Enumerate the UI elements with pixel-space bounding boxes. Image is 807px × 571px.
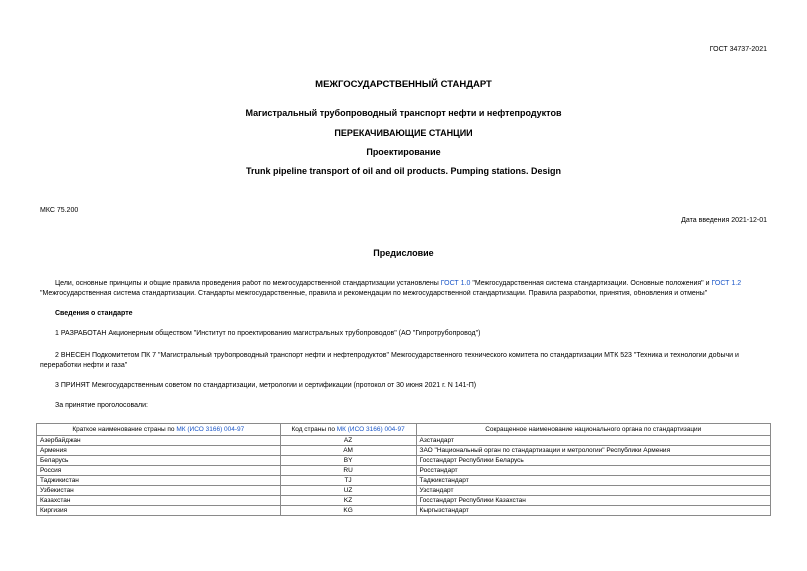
standards-body-cell: Кыргызстандарт bbox=[416, 506, 770, 516]
column-header-body: Сокращенное наименование национального органа по стандартизации bbox=[416, 424, 770, 436]
standards-body-cell: Росстандарт bbox=[416, 466, 770, 476]
standards-body-cell: ЗАО "Национальный орган по стандартизации и метрологии" Республики Армения bbox=[416, 446, 770, 456]
standards-body-cell: Азстандарт bbox=[416, 436, 770, 446]
column-header-country: Краткое наименование страны по МК (ИСО 3166) 004-97 bbox=[37, 424, 281, 436]
table-row bbox=[37, 496, 771, 506]
standards-body-cell: Таджикстандарт bbox=[416, 476, 770, 486]
table-row bbox=[37, 446, 771, 456]
preface-heading: Предисловие bbox=[373, 248, 434, 258]
standards-body-cell: Госстандарт Республики Беларусь bbox=[416, 456, 770, 466]
country-code-cell: BY bbox=[280, 456, 416, 466]
developed-by-paragraph: 1 РАЗРАБОТАН Акционерным обществом "Институт по проектированию магистральных трубопроводов" (АО "Гипротрубопровод") bbox=[55, 330, 481, 337]
table-row bbox=[37, 466, 771, 476]
country-cell: Беларусь bbox=[37, 456, 281, 466]
standard-part-title: Проектирование bbox=[366, 147, 441, 157]
standard-title: ПЕРЕКАЧИВАЮЩИЕ СТАНЦИИ bbox=[334, 128, 473, 138]
table-header-row bbox=[37, 424, 771, 436]
country-cell: Армения bbox=[37, 446, 281, 456]
country-code-cell: TJ bbox=[280, 476, 416, 486]
table-row bbox=[37, 476, 771, 486]
country-cell: Казахстан bbox=[37, 496, 281, 506]
column-header-code: Код страны по МК (ИСО 3166) 004-97 bbox=[280, 424, 416, 436]
gost-1-0-link[interactable]: ГОСТ 1.0 bbox=[440, 280, 471, 287]
country-code-cell: KZ bbox=[280, 496, 416, 506]
standard-type-title: МЕЖГОСУДАРСТВЕННЫЙ СТАНДАРТ bbox=[315, 79, 492, 90]
mk-iso-3166-link[interactable]: МК (ИСО 3166) 004-97 bbox=[176, 426, 245, 433]
country-cell: Азербайджан bbox=[37, 436, 281, 446]
introduction-date: Дата введения 2021-12-01 bbox=[681, 217, 767, 224]
country-cell: Киргизия bbox=[37, 506, 281, 516]
preface-paragraph-goals-continued: "Межгосударственная система стандартизации. Стандарты межгосударственные, правила и рекомендации по межгосударственной стандартизации. Правила разработки, принятия, обновления и отмены" bbox=[40, 290, 708, 297]
table-row bbox=[37, 436, 771, 446]
standard-info-heading: Сведения о стандарте bbox=[55, 310, 133, 317]
voting-countries-table bbox=[36, 423, 771, 516]
gost-1-2-link[interactable]: ГОСТ 1.2 bbox=[711, 280, 742, 287]
country-cell: Россия bbox=[37, 466, 281, 476]
table-row bbox=[37, 506, 771, 516]
country-cell: Таджикистан bbox=[37, 476, 281, 486]
standard-subtitle: Магистральный трубопроводный транспорт нефти и нефтепродуктов bbox=[245, 108, 562, 118]
country-cell: Узбекистан bbox=[37, 486, 281, 496]
table-row bbox=[37, 486, 771, 496]
submitted-by-paragraph: 2 ВНЕСЕН Подкомитетом ПК 7 "Магистральный трубопроводный транспорт нефти и нефтепродуктов" Межгосударственного технического комитета по стандартизации МТК 523 "Техника и технологии добычи и bbox=[55, 352, 739, 359]
preface-paragraph-goals bbox=[55, 280, 807, 287]
document-code: ГОСТ 34737-2021 bbox=[709, 46, 767, 53]
country-code-cell: AZ bbox=[280, 436, 416, 446]
mk-iso-3166-link[interactable]: МК (ИСО 3166) 004-97 bbox=[336, 426, 405, 433]
paragraph-text: Цели, основные принципы и общие правила проведения работ по межгосударственной стандартизации установлены bbox=[55, 280, 441, 287]
country-code-cell: KG bbox=[280, 506, 416, 516]
standard-english-title: Trunk pipeline transport of oil and oil products. Pumping stations. Design bbox=[245, 166, 562, 176]
country-code-cell: RU bbox=[280, 466, 416, 476]
standards-body-cell: Узстандарт bbox=[416, 486, 770, 496]
country-code-cell: AM bbox=[280, 446, 416, 456]
mks-code: МКС 75.200 bbox=[40, 207, 79, 214]
standards-body-cell: Госстандарт Республики Казахстан bbox=[416, 496, 770, 506]
adopted-by-paragraph: 3 ПРИНЯТ Межгосударственным советом по стандартизации, метрологии и сертификации (протокол от 30 июня 2021 г. N 141-П) bbox=[55, 382, 477, 389]
table-row bbox=[37, 456, 771, 466]
paragraph-text: "Межгосударственная система стандартизации. Основные положения" и bbox=[470, 280, 712, 287]
country-code-cell: UZ bbox=[280, 486, 416, 496]
submitted-by-paragraph-continued: переработки нефти и газа" bbox=[40, 362, 128, 369]
voted-for-label: За принятие проголосовали: bbox=[55, 402, 148, 409]
